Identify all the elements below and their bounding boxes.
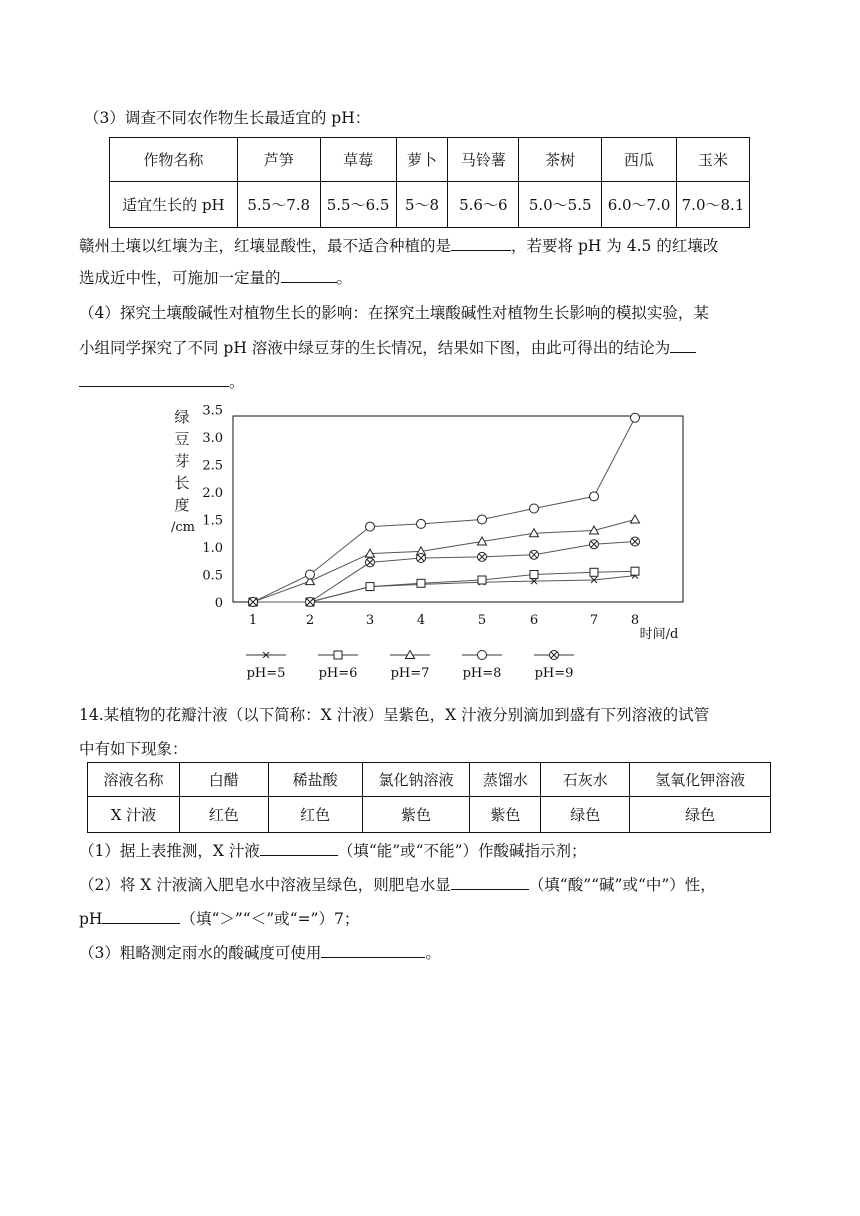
color-result: 红色 bbox=[268, 797, 362, 833]
legend-label: pH=5 bbox=[246, 666, 286, 681]
q14-2-text-d: （填“＞”“＜”或“=”）7； bbox=[180, 910, 360, 928]
data-point bbox=[590, 492, 599, 501]
crop-name: 西瓜 bbox=[602, 138, 677, 182]
crop-name: 芦笋 bbox=[237, 138, 320, 182]
q14-2-text-a: （2）将 X 汁液滴入肥皂水中溶液呈绿色，则肥皂水显 bbox=[79, 876, 451, 894]
solution-name: 石灰水 bbox=[541, 763, 630, 797]
answer-blank[interactable] bbox=[321, 943, 425, 958]
q14-2-text-b: （填“酸”“碱”或“中”）性， bbox=[528, 876, 716, 894]
answer-blank[interactable] bbox=[451, 875, 529, 890]
data-point bbox=[590, 568, 598, 576]
crop-name: 草莓 bbox=[320, 138, 396, 182]
x-juice-color-row bbox=[88, 797, 771, 833]
crop-name: 玉米 bbox=[677, 138, 750, 182]
q3-question-line2 bbox=[79, 266, 352, 288]
q14-sub2-cont bbox=[79, 907, 359, 929]
data-point bbox=[631, 567, 639, 575]
q3-text-d: 。 bbox=[336, 269, 353, 287]
x-tick-label: 3 bbox=[365, 613, 375, 628]
x-tick-label: 5 bbox=[477, 613, 487, 628]
legend-label: pH=8 bbox=[462, 666, 502, 681]
q14-line2: 中有如下现象： bbox=[79, 740, 188, 758]
x-tick-label: 4 bbox=[416, 613, 426, 628]
q14-1-text-a: （1）据上表推测，X 汁液 bbox=[79, 842, 260, 860]
q4-line3 bbox=[79, 370, 245, 392]
q14-1-text-b: （填“能”或“不能”）作酸碱指示剂； bbox=[337, 842, 587, 860]
crop-ph-value: 5.5～6.5 bbox=[320, 182, 396, 228]
x-tick-label: 2 bbox=[305, 613, 315, 628]
x-tick-label: 6 bbox=[529, 613, 539, 628]
crop-name: 萝卜 bbox=[396, 138, 448, 182]
y-tick-label: 1.0 bbox=[202, 541, 223, 556]
solution-color-table bbox=[87, 762, 771, 833]
q3-intro: （3）调查不同农作物生长最适宜的 pH： bbox=[84, 109, 371, 127]
legend-marker bbox=[550, 651, 559, 660]
chart-legend bbox=[246, 651, 574, 682]
y-axis-label-char: 度 bbox=[174, 496, 190, 514]
data-point bbox=[366, 558, 375, 567]
data-point bbox=[306, 570, 315, 579]
crop-ph-value: 5.5～7.8 bbox=[237, 182, 320, 228]
x-juice-row-label: X 汁液 bbox=[88, 797, 180, 833]
legend-label: pH=7 bbox=[390, 666, 430, 681]
color-result: 绿色 bbox=[541, 797, 630, 833]
q3-text-a: 赣州土壤以红壤为主，红壤显酸性，最不适合种植的是 bbox=[79, 237, 452, 255]
crop-ph-value: 5～8 bbox=[396, 182, 448, 228]
data-point bbox=[478, 552, 487, 561]
q3-text-b: ，若要将 pH 为 4.5 的红壤改 bbox=[511, 237, 719, 255]
data-point bbox=[366, 583, 374, 591]
crop-ph-row bbox=[110, 182, 750, 228]
solution-name: 稀盐酸 bbox=[268, 763, 362, 797]
data-point bbox=[478, 576, 486, 584]
data-point bbox=[530, 571, 538, 579]
data-point bbox=[306, 598, 315, 607]
q4-line2 bbox=[79, 336, 696, 358]
plot-frame bbox=[233, 416, 683, 602]
answer-blank[interactable] bbox=[260, 841, 338, 856]
q3-text-c: 选成近中性，可施加一定量的 bbox=[79, 269, 281, 287]
q3-question-line1 bbox=[79, 234, 718, 256]
y-axis-label-char: 豆 bbox=[174, 430, 190, 448]
y-tick-label: 0.5 bbox=[202, 568, 223, 584]
y-axis-label bbox=[171, 408, 195, 535]
y-axis-label-char: 长 bbox=[174, 474, 190, 492]
data-point bbox=[478, 515, 487, 524]
x-tick-label: 7 bbox=[589, 613, 599, 628]
data-point bbox=[631, 515, 640, 523]
y-tick-labels bbox=[202, 405, 223, 611]
x-tick-label: 8 bbox=[630, 613, 640, 628]
crop-header-label: 作物名称 bbox=[110, 138, 238, 182]
crop-ph-value: 5.6～6 bbox=[448, 182, 519, 228]
data-point bbox=[417, 579, 425, 587]
data-series bbox=[249, 413, 640, 606]
legend-marker bbox=[334, 651, 342, 659]
q14-sub2 bbox=[79, 873, 716, 895]
color-result: 紫色 bbox=[470, 797, 541, 833]
crop-ph-value: 5.0～5.5 bbox=[519, 182, 602, 228]
data-point bbox=[530, 550, 539, 559]
solution-header-label: 溶液名称 bbox=[88, 763, 180, 797]
y-tick-label: 2.0 bbox=[202, 486, 223, 501]
legend-label: pH=6 bbox=[318, 666, 358, 681]
crop-ph-value: 6.0～7.0 bbox=[602, 182, 677, 228]
solution-name-row bbox=[88, 763, 771, 797]
x-tick-label: 1 bbox=[248, 613, 258, 628]
q14-line1: 14.某植物的花瓣汁液（以下简称：X 汁液）呈紫色，X 汁液分别滴加到盛有下列溶液的试管 bbox=[79, 706, 710, 724]
y-axis-unit: /cm bbox=[171, 520, 195, 535]
y-tick-label: 1.5 bbox=[202, 513, 223, 529]
data-point bbox=[417, 554, 426, 563]
color-result: 绿色 bbox=[630, 797, 771, 833]
y-axis-label-char: 芽 bbox=[174, 452, 190, 470]
answer-blank[interactable] bbox=[102, 909, 180, 924]
data-point bbox=[631, 413, 640, 422]
data-point bbox=[417, 519, 426, 528]
legend-marker bbox=[478, 651, 487, 660]
solution-name: 白醋 bbox=[179, 763, 268, 797]
q14-sub3 bbox=[79, 941, 441, 963]
series-line bbox=[253, 520, 635, 603]
solution-name: 氯化钠溶液 bbox=[362, 763, 470, 797]
q4-end: 。 bbox=[229, 373, 245, 391]
y-tick-label: 2.5 bbox=[202, 458, 223, 474]
data-point bbox=[590, 540, 599, 549]
q14-sub1 bbox=[79, 839, 587, 861]
y-axis-label-char: 绿 bbox=[174, 408, 190, 426]
color-result: 红色 bbox=[179, 797, 268, 833]
data-point bbox=[366, 522, 375, 531]
q4-line2-text: 小组同学探究了不同 pH 溶液中绿豆芽的生长情况，结果如下图，由此可得出的结论为 bbox=[79, 339, 671, 357]
legend-label: pH=9 bbox=[534, 666, 574, 681]
color-result: 紫色 bbox=[362, 797, 470, 833]
data-point bbox=[631, 537, 640, 546]
crop-name-row bbox=[110, 138, 750, 182]
crop-name: 茶树 bbox=[519, 138, 602, 182]
bean-sprout-growth-chart bbox=[166, 405, 706, 685]
data-point bbox=[530, 504, 539, 513]
answer-blank[interactable] bbox=[79, 372, 229, 387]
q14-3-text-b: 。 bbox=[425, 944, 441, 962]
answer-blank[interactable] bbox=[451, 236, 511, 251]
y-tick-label: 0 bbox=[214, 596, 223, 611]
solution-name: 蒸馏水 bbox=[470, 763, 541, 797]
q4-line1: （4）探究土壤酸碱性对植物生长的影响：在探究土壤酸碱性对植物生长影响的模拟实验，某 bbox=[79, 304, 709, 322]
y-tick-label: 3.5 bbox=[202, 405, 223, 419]
q14-3-text-a: （3）粗略测定雨水的酸碱度可使用 bbox=[79, 944, 322, 962]
crop-row-label: 适宜生长的 pH bbox=[110, 182, 238, 228]
crop-ph-table bbox=[109, 137, 750, 228]
q14-2-text-c: pH bbox=[79, 910, 103, 928]
crop-name: 马铃薯 bbox=[448, 138, 519, 182]
x-tick-labels bbox=[249, 613, 639, 628]
y-tick-label: 3.0 bbox=[202, 431, 223, 446]
answer-blank[interactable] bbox=[670, 338, 696, 353]
solution-name: 氢氧化钾溶液 bbox=[630, 763, 771, 797]
x-axis-label: 时间/d bbox=[639, 627, 679, 642]
answer-blank[interactable] bbox=[281, 268, 337, 283]
crop-ph-value: 7.0～8.1 bbox=[677, 182, 750, 228]
data-point bbox=[249, 598, 258, 607]
